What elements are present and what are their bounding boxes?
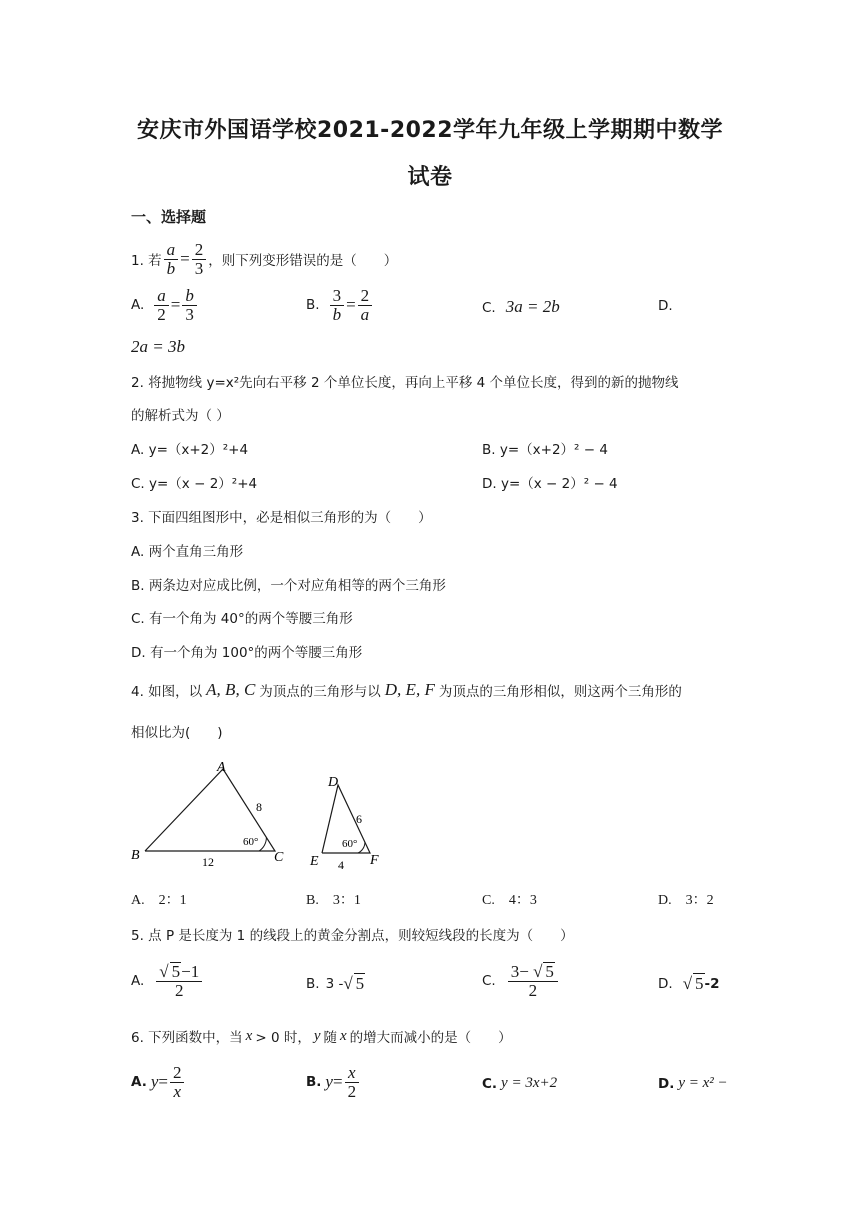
side-df-label: 6: [356, 812, 362, 826]
question-4-stem-line2: 相似比为( ): [131, 725, 223, 741]
triangle-def: [309, 775, 379, 872]
vertex-d-label: D: [328, 775, 339, 790]
q6-option-b: B. y = $\frac{x}{2}$: [306, 1064, 361, 1101]
similar-triangles-figure: [125, 755, 395, 875]
q4-option-a: A. 2：1: [131, 893, 187, 908]
q5-option-d: D. √ 5 -2: [658, 974, 720, 993]
side-bc-label: 12: [202, 855, 214, 869]
q3-option-c: C. 有一个角为 40°的两个等腰三角形: [131, 611, 353, 627]
q5-option-c: C. $\frac{3- √ 5}{2}$: [482, 962, 560, 1000]
q1-fraction-23: $\frac{2}{3}$: [192, 241, 207, 278]
angle-f-label: 60°: [342, 838, 358, 850]
vertex-f-label: F: [370, 853, 379, 868]
q3-option-b: B. 两条边对应成比例，一个对应角相等的两个三角形: [131, 578, 446, 594]
question-4-stem: 4. 如图，以 A, B, C 为顶点的三角形与以 D, E, F 为顶点的三角形相似，则这两个三角形的: [131, 680, 682, 700]
q1-option-a: A. $\frac{a}{2}$ = $\frac{b}{3}$: [131, 287, 199, 324]
triangle-abc: [131, 760, 284, 869]
page-title: 安庆市外国语学校2021-2022学年九年级上学期期中数学: [136, 118, 724, 143]
section-heading: 一、选择题: [131, 208, 207, 226]
q1-option-d-label: D.: [658, 298, 673, 314]
q3-option-d: D. 有一个角为 100°的两个等腰三角形: [131, 645, 363, 661]
q6-option-c: C. y = 3x+2: [482, 1075, 558, 1092]
vertex-a-label: A: [217, 760, 226, 775]
q1-stem-text: ，则下列变形错误的是（ ）: [208, 253, 398, 270]
q1-option-d: 2a = 3b: [131, 337, 185, 356]
q1-fraction-ab: $\frac{a}{b}$: [164, 241, 179, 278]
side-ef-label: 4: [338, 858, 344, 872]
vertex-b-label: B: [131, 848, 140, 863]
question-5-stem: 5. 点 P 是长度为 1 的线段上的黄金分割点，则较短线段的长度为（ ）: [131, 928, 574, 944]
q6-option-d: D. y = x² −: [658, 1075, 728, 1092]
q2-option-c: C. y=（x − 2）²+4: [131, 476, 258, 492]
q2-option-d: D. y=（x − 2）² − 4: [482, 476, 618, 492]
angle-c-label: 60°: [243, 836, 259, 848]
q4-option-d: D. 3：2: [658, 893, 714, 908]
q1-option-b: B. $\frac{3}{b}$ = $\frac{2}{a}$: [306, 287, 374, 324]
question-2-stem: 2. 将抛物线 y=x²先向右平移 2 个单位长度，再向上平移 4 个单位长度，得到的新的抛物线: [131, 375, 679, 391]
question-6-stem: 6. 下列函数中，当 x > 0 时， y 随 x 的增大而减小的是（ ）: [131, 1027, 512, 1046]
q1-equals: =: [180, 249, 190, 269]
q1-option-c: C. 3a = 2b: [482, 297, 560, 316]
question-2-stem-line2: 的解析式为（ ）: [131, 408, 230, 424]
q1-number: 1. 若: [131, 253, 162, 270]
q5-option-b: B. 3 - √ 5: [306, 974, 365, 993]
q4-option-b: B. 3：1: [306, 893, 361, 908]
vertex-e-label: E: [310, 854, 319, 869]
q3-option-a: A. 两个直角三角形: [131, 544, 244, 560]
question-1-stem: [131, 241, 397, 278]
q5-option-a: A. $\frac{√ 5-1}{2}$: [131, 962, 204, 1000]
q4-option-c: C. 4：3: [482, 893, 537, 908]
side-ac-label: 8: [256, 800, 262, 814]
vertex-c-label: C: [274, 850, 284, 865]
q2-option-b: B. y=（x+2）² − 4: [482, 442, 608, 458]
q6-option-a: A. y = $\frac{2}{x}$: [131, 1064, 186, 1101]
page-title-line2: 试卷: [407, 165, 453, 190]
q2-option-a: A. y=（x+2）²+4: [131, 442, 249, 458]
question-3-stem: 3. 下面四组图形中，必是相似三角形的为（ ）: [131, 510, 432, 526]
